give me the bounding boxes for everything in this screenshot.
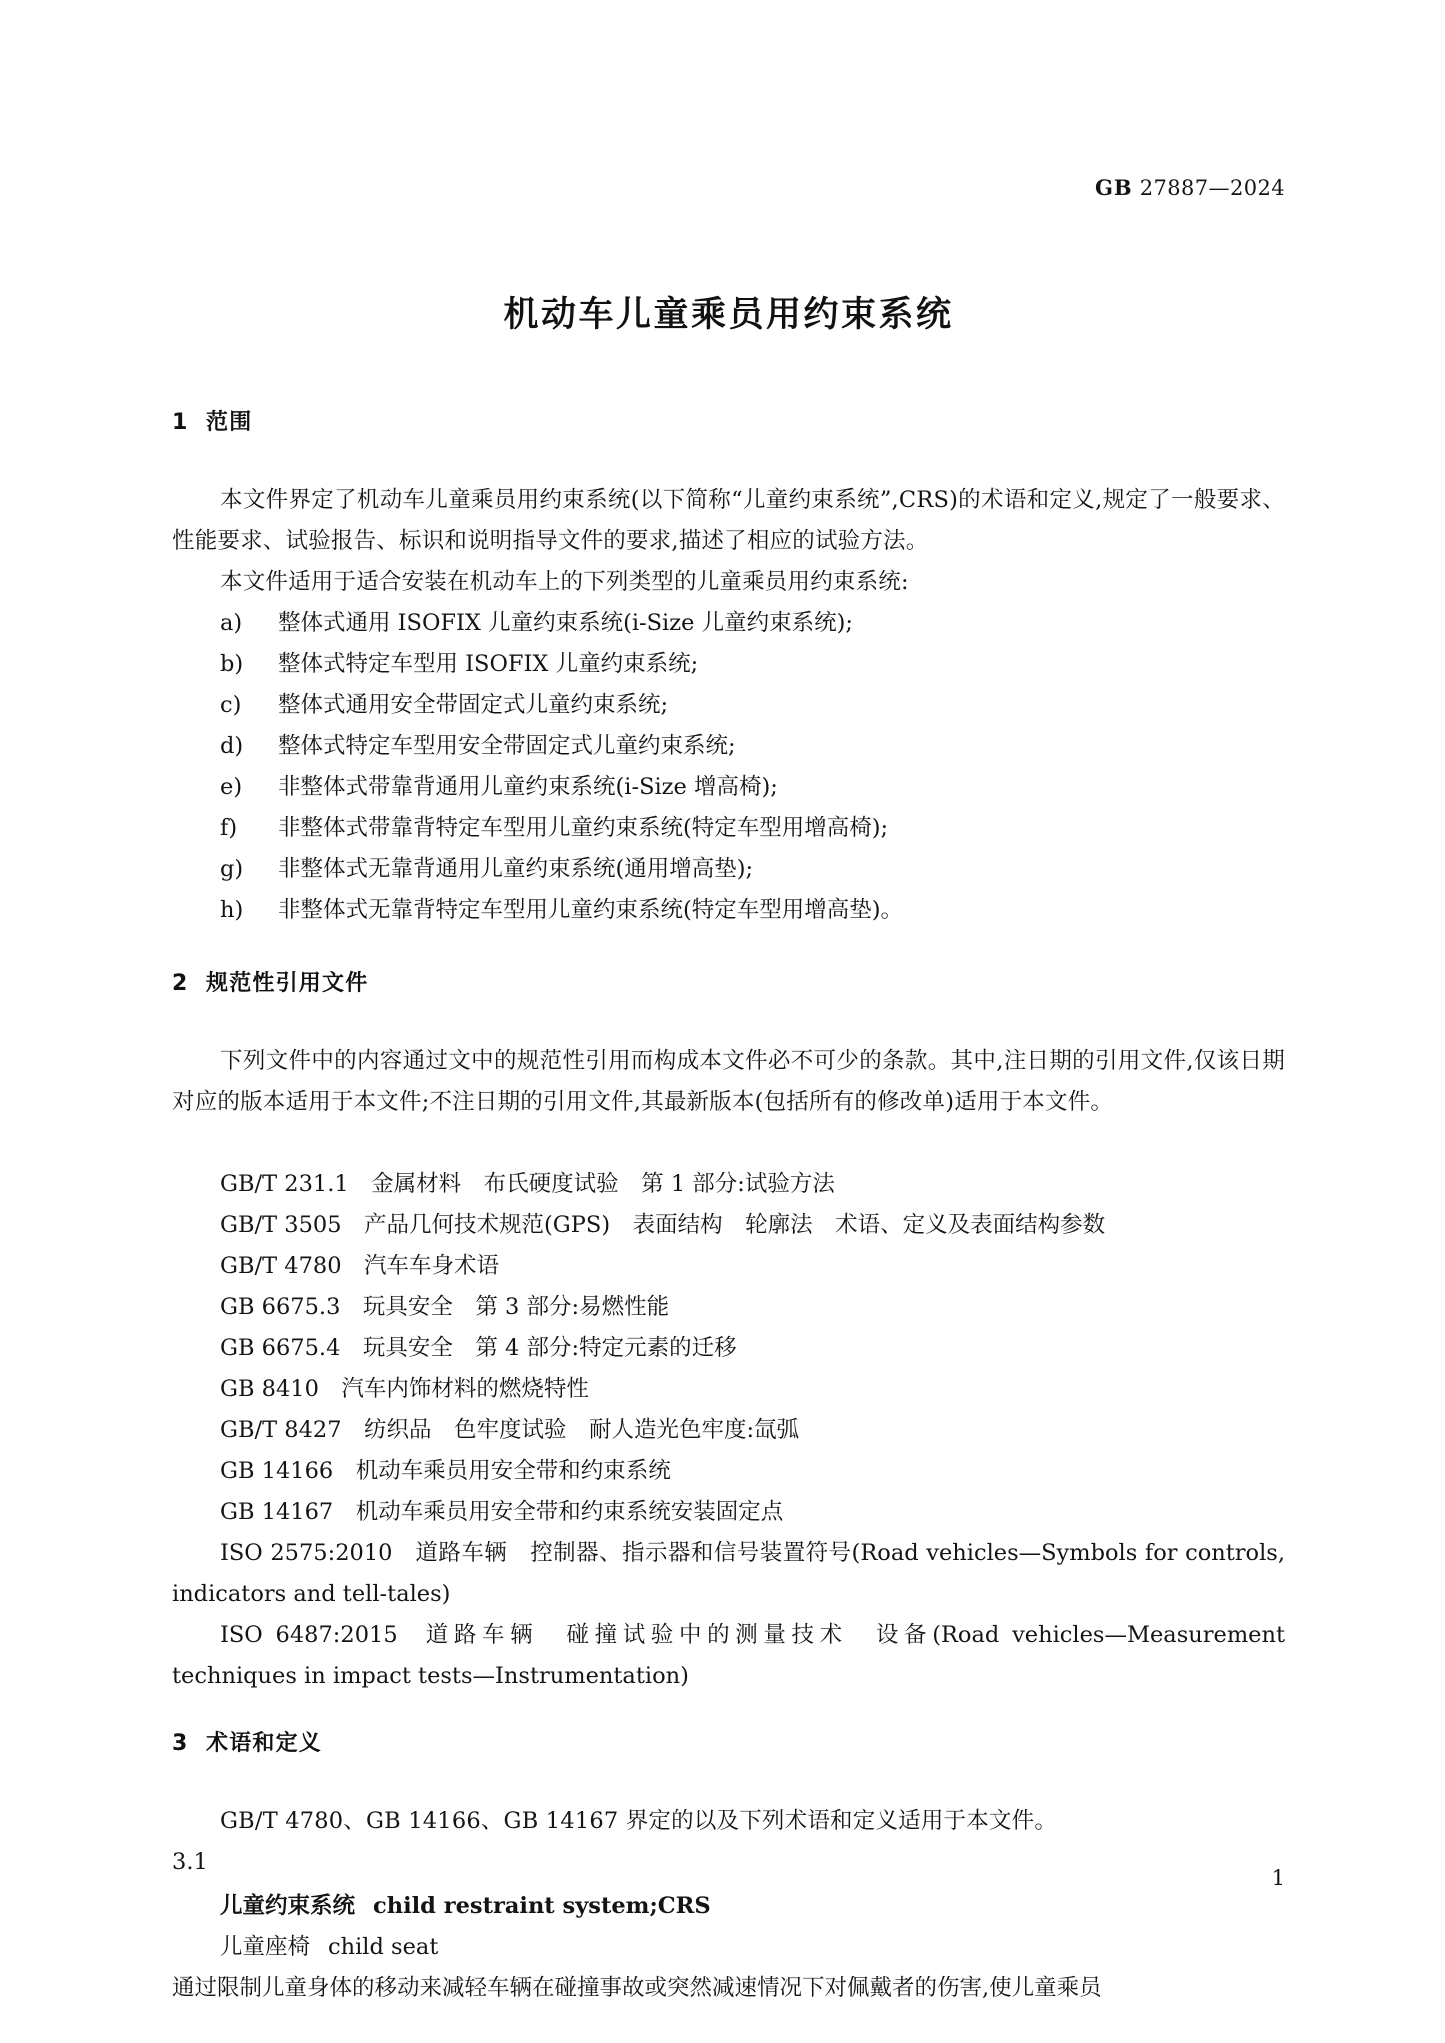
list-item-text: 整体式特定车型用安全带固定式儿童约束系统; — [278, 733, 736, 759]
list-item — [220, 603, 853, 644]
reference-entry: GB/T 4780 汽车车身术语 — [220, 1253, 500, 1279]
section-heading-terms — [172, 1726, 322, 1757]
list-item-label: d) — [220, 733, 244, 759]
list-item-text: 非整体式带靠背通用儿童约束系统(i-Size 增高椅); — [278, 774, 778, 800]
list-item-text: 非整体式无靠背通用儿童约束系统(通用增高垫); — [278, 856, 754, 882]
section-heading-scope — [172, 405, 252, 436]
standard-number: 27887—2024 — [1132, 176, 1285, 200]
list-item-text: 整体式通用 ISOFIX 儿童约束系统(i-Size 儿童约束系统); — [278, 610, 853, 636]
section-title-2: 规范性引用文件 — [206, 971, 369, 996]
scope-paragraph-1: 本文件界定了机动车儿童乘员用约束系统(以下简称“儿童约束系统”,CRS)的术语和定义,规定了一般要求、性能要求、试验报告、标识和说明指导文件的要求,描述了相应的试验方法。 — [172, 487, 1285, 554]
reference-entry: GB 6675.3 玩具安全 第 3 部分:易燃性能 — [220, 1294, 670, 1320]
section-title-3: 术语和定义 — [206, 1731, 323, 1756]
section-heading-normative-references — [172, 966, 368, 997]
page-number: 1 — [1271, 1866, 1285, 1890]
reference-entry: GB/T 231.1 金属材料 布氏硬度试验 第 1 部分:试验方法 — [220, 1171, 835, 1197]
standard-prefix: GB — [1094, 175, 1133, 200]
list-item-label: c) — [220, 692, 242, 718]
section-number-2: 2 — [172, 971, 189, 996]
list-item-text: 整体式通用安全带固定式儿童约束系统; — [278, 692, 669, 718]
normative-intro-paragraph: 下列文件中的内容通过文中的规范性引用而构成本文件必不可少的条款。其中,注日期的引用文件,仅该日期对应的版本适用于本文件;不注日期的引用文件,其最新版本(包括所有的修改单)适用于本文件。 — [172, 1048, 1285, 1115]
list-item-label: b) — [220, 651, 244, 677]
scope-paragraph-2: 本文件适用于适合安装在机动车上的下列类型的儿童乘员用约束系统: — [220, 569, 909, 595]
list-item-text: 非整体式带靠背特定车型用儿童约束系统(特定车型用增高椅); — [278, 815, 889, 841]
list-item — [220, 890, 903, 931]
term-english: child restraint system;CRS — [373, 1893, 711, 1919]
reference-entry: GB 14166 机动车乘员用安全带和约束系统 — [220, 1458, 671, 1484]
list-item-text: 整体式特定车型用 ISOFIX 儿童约束系统; — [278, 651, 699, 677]
terms-intro-paragraph: GB/T 4780、GB 14166、GB 14167 界定的以及下列术语和定义适用于本文件。 — [220, 1808, 1058, 1834]
list-item — [220, 685, 668, 726]
section-number-1: 1 — [172, 410, 189, 435]
list-item-label: a) — [220, 610, 243, 636]
running-header — [172, 175, 1285, 200]
list-item — [220, 726, 736, 767]
term-alias-english: child seat — [328, 1934, 439, 1960]
term-heading — [220, 1886, 711, 1927]
list-item-label: g) — [220, 856, 244, 882]
list-item-label: h) — [220, 897, 244, 923]
reference-entry-iso: ISO 6487:2015 道路车辆 碰撞试验中的测量技术 设备(Road vehicles—Measurement techniques in impact tests—Instrumentation) — [172, 1622, 1285, 1689]
reference-entry: GB 14167 机动车乘员用安全带和约束系统安装固定点 — [220, 1499, 784, 1525]
list-item-label: f) — [220, 815, 238, 841]
reference-entry-iso: ISO 2575:2010 道路车辆 控制器、指示器和信号装置符号(Road vehicles—Symbols for controls, indicators and tell-tales) — [172, 1540, 1285, 1607]
term-chinese: 儿童约束系统 — [220, 1893, 356, 1919]
page-title: 机动车儿童乘员用约束系统 — [503, 295, 954, 335]
list-item — [220, 808, 888, 849]
section-title-1: 范围 — [206, 410, 253, 435]
list-item — [220, 767, 778, 808]
list-item — [220, 849, 753, 890]
term-alias-chinese: 儿童座椅 — [220, 1934, 311, 1960]
list-item — [220, 644, 698, 685]
reference-entry: GB 6675.4 玩具安全 第 4 部分:特定元素的迁移 — [220, 1335, 737, 1361]
term-alias — [220, 1927, 438, 1968]
list-item-text: 非整体式无靠背特定车型用儿童约束系统(特定车型用增高垫)。 — [278, 897, 904, 923]
term-definition: 通过限制儿童身体的移动来减轻车辆在碰撞事故或突然减速情况下对佩戴者的伤害,使儿童乘员 — [172, 1975, 1102, 2001]
reference-entry: GB/T 8427 纺织品 色牢度试验 耐人造光色牢度:氙弧 — [220, 1417, 800, 1443]
reference-entry: GB 8410 汽车内饰材料的燃烧特性 — [220, 1376, 589, 1402]
reference-entry: GB/T 3505 产品几何技术规范(GPS) 表面结构 轮廓法 术语、定义及表面结构参数 — [220, 1212, 1106, 1238]
term-number: 3.1 — [172, 1849, 208, 1875]
section-number-3: 3 — [172, 1731, 189, 1756]
list-item-label: e) — [220, 774, 243, 800]
